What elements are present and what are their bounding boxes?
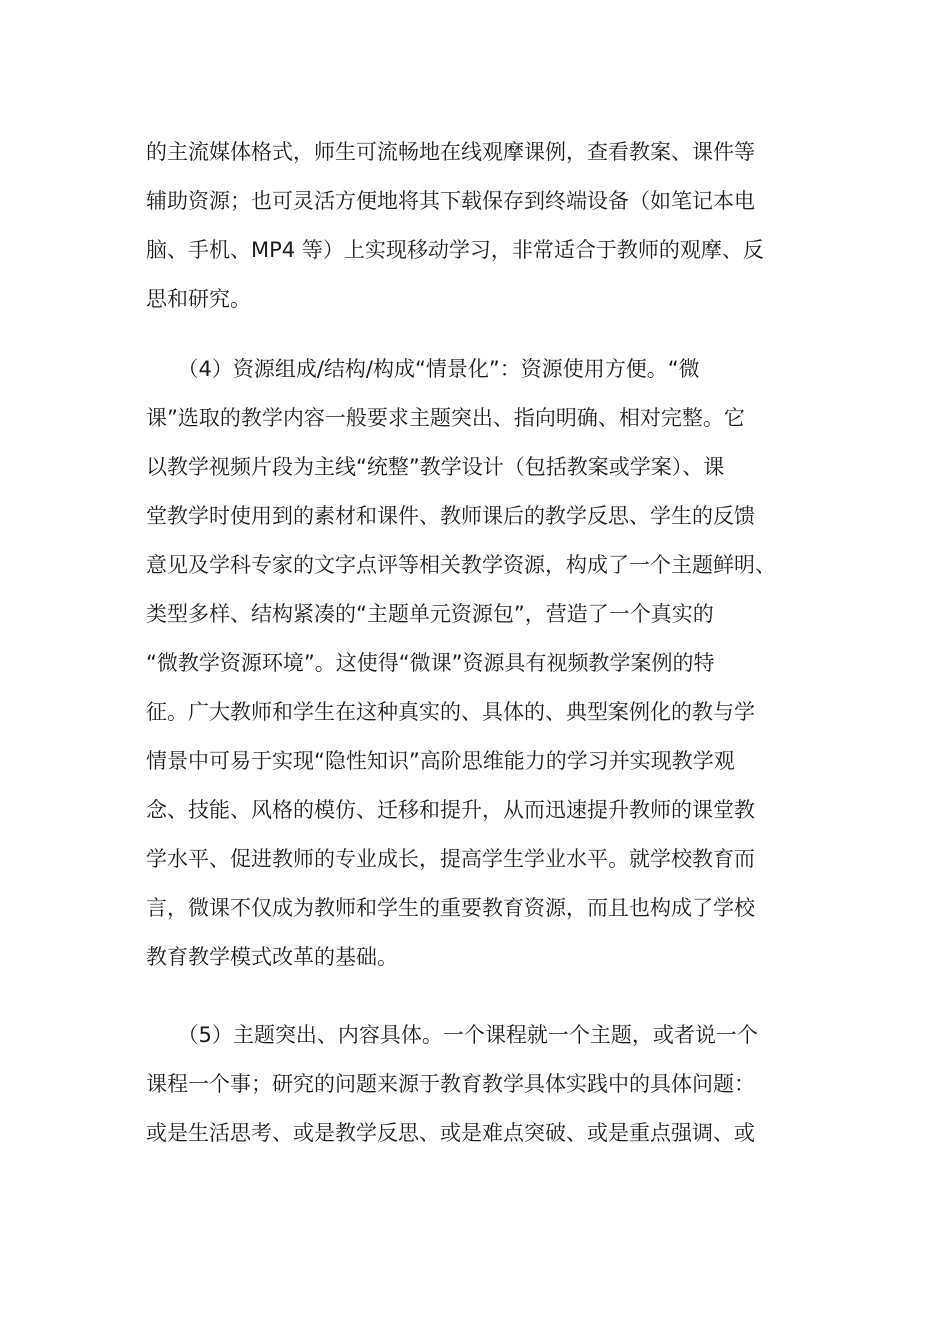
text-line: 或是生活思考、或是教学反思、或是难点突破、或是重点强调、或 — [146, 1121, 755, 1145]
text-line: 以教学视频片段为主线“统整”教学设计（包括教案或学案）、课 — [146, 455, 725, 479]
text-line: 课程一个事；研究的问题来源于教育教学具体实践中的具体问题： — [146, 1072, 755, 1096]
text-line: 情景中可易于实现“隐性知识”高阶思维能力的学习并实现教学观 — [146, 749, 735, 773]
text-line: 脑、手机、MP4 等）上实现移动学习，非常适合于教师的观摩、反 — [146, 238, 764, 262]
text-line: 堂教学时使用到的素材和课件、教师课后的教学反思、学生的反馈 — [146, 504, 755, 528]
text-line: 言，微课不仅成为教师和学生的重要教育资源，而且也构成了学校 — [146, 896, 755, 920]
text-line: 类型多样、结构紧凑的“主题单元资源包”，营造了一个真实的 — [146, 602, 714, 626]
text-line: 的主流媒体格式，师生可流畅地在线观摩课例，查看教案、课件等 — [146, 140, 755, 164]
text-line: “微教学资源环境”。这使得“微课”资源具有视频教学案例的特 — [146, 651, 715, 675]
text-line: 教育教学模式改革的基础。 — [146, 945, 398, 969]
text-line: 念、技能、风格的模仿、迁移和提升，从而迅速提升教师的课堂教 — [146, 798, 755, 822]
paragraph-topic-focus — [146, 1011, 816, 1158]
text-line: 意见及学科专家的文字点评等相关教学资源，构成了一个主题鲜明、 — [146, 553, 776, 577]
text-line: （5）主题突出、内容具体。一个课程就一个主题，或者说一个 — [146, 1023, 758, 1047]
text-line: 课”选取的教学内容一般要求主题突出、指向明确、相对完整。它 — [146, 406, 745, 430]
text-line: 辅助资源；也可灵活方便地将其下载保存到终端设备（如笔记本电 — [146, 189, 755, 213]
text-line: （4）资源组成/结构/构成“情景化”：资源使用方便。“微 — [146, 357, 700, 381]
text-line: 学水平、促进教师的专业成长，提高学生学业水平。就学校教育而 — [146, 847, 755, 871]
text-line: 思和研究。 — [146, 287, 251, 311]
text-line: 征。广大教师和学生在这种真实的、具体的、典型案例化的教与学 — [146, 700, 755, 724]
paragraph-resource-structure — [146, 345, 816, 982]
paragraph-media-format — [146, 128, 816, 324]
